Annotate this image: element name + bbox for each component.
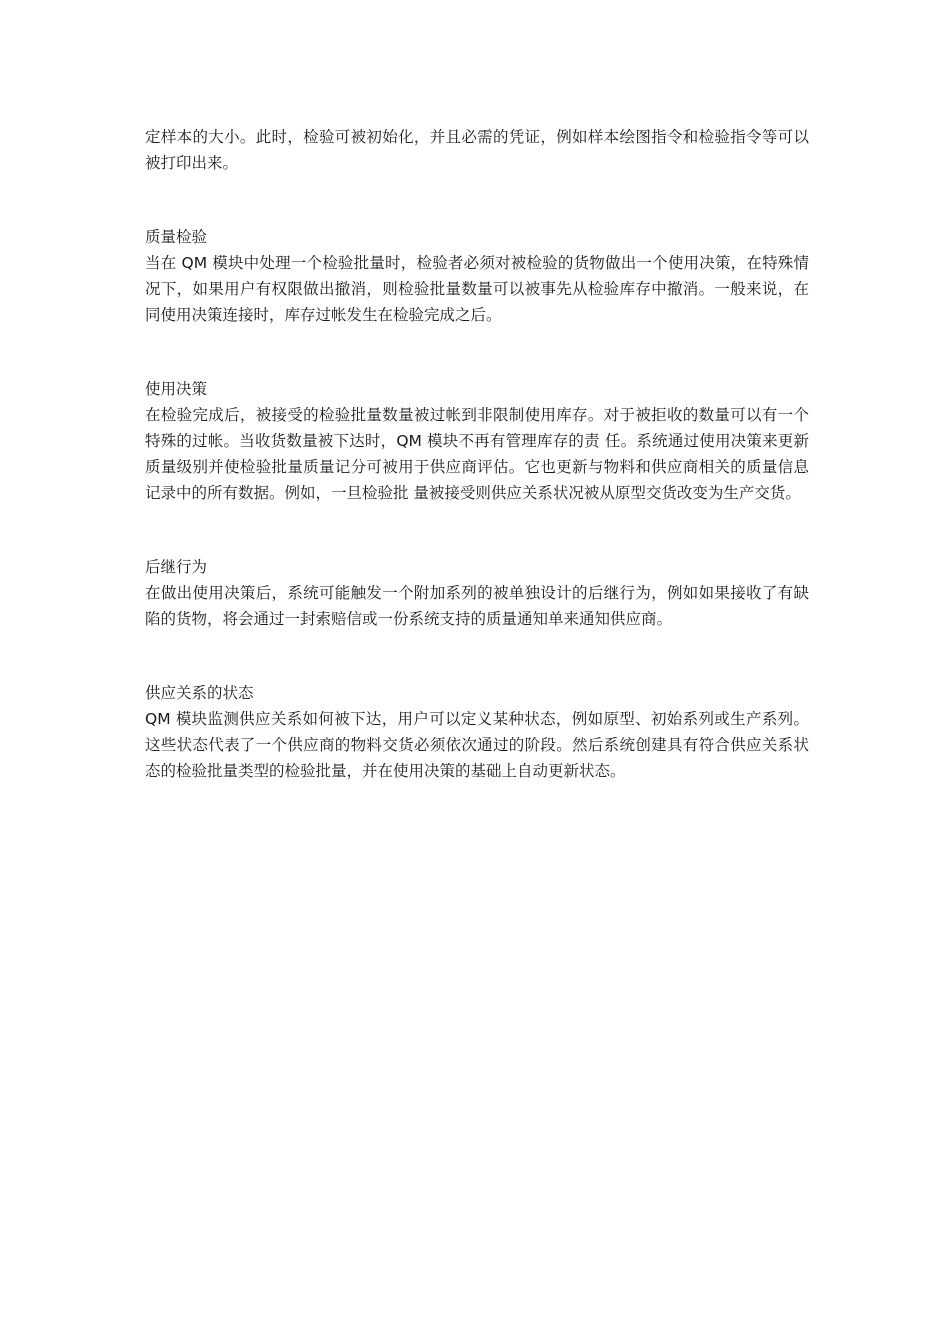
section-body: QM 模块监测供应关系如何被下达，用户可以定义某种状态，例如原型、初始系列或生产系列。这些状态代表了一个供应商的物料交货必须依次通过的阶段。然后系统创建具有符合供应关系状态的检验批量类型的检验批量，并在使用决策的基础上自动更新状态。 [145,710,809,780]
document-page [145,124,809,784]
section-title: 供应关系的状态 [145,684,254,702]
section-quality-inspection [145,224,809,328]
intro-paragraph: 定样本的大小。此时，检验可被初始化，并且必需的凭证，例如样本绘图指令和检验指令等可以被打印出来。 [145,128,809,172]
section-body: 在检验完成后，被接受的检验批量数量被过帐到非限制使用库存。对于被拒收的数量可以有一个特殊的过帐。当收货数量被下达时，QM 模块不再有管理库存的责 任。系统通过使用决策来更新质量级别并使检验批量质量记分可被用于供应商评估。它也更新与物料和供应商相关的质量信息记录中的所有数据。例如，一旦检验批 量被接受则供应关系状况被从原型交货改变为生产交货。 [145,406,809,502]
section-title: 使用决策 [145,380,208,398]
section-supply-relationship-status [145,680,809,784]
section-title: 后继行为 [145,558,208,576]
section-body: 当在 QM 模块中处理一个检验批量时，检验者必须对被检验的货物做出一个使用决策，在特殊情况下，如果用户有权限做出撤消，则检验批量数量可以被事先从检验库存中撤消。一般来说，在同使用决策连接时，库存过帐发生在检验完成之后。 [145,254,809,324]
section-title: 质量检验 [145,228,208,246]
section-usage-decision [145,376,809,506]
section-follow-up-actions [145,554,809,632]
section-body: 在做出使用决策后，系统可能触发一个附加系列的被单独设计的后继行为，例如如果接收了有缺陷的货物，将会通过一封索赔信或一份系统支持的质量通知单来通知供应商。 [145,584,809,628]
